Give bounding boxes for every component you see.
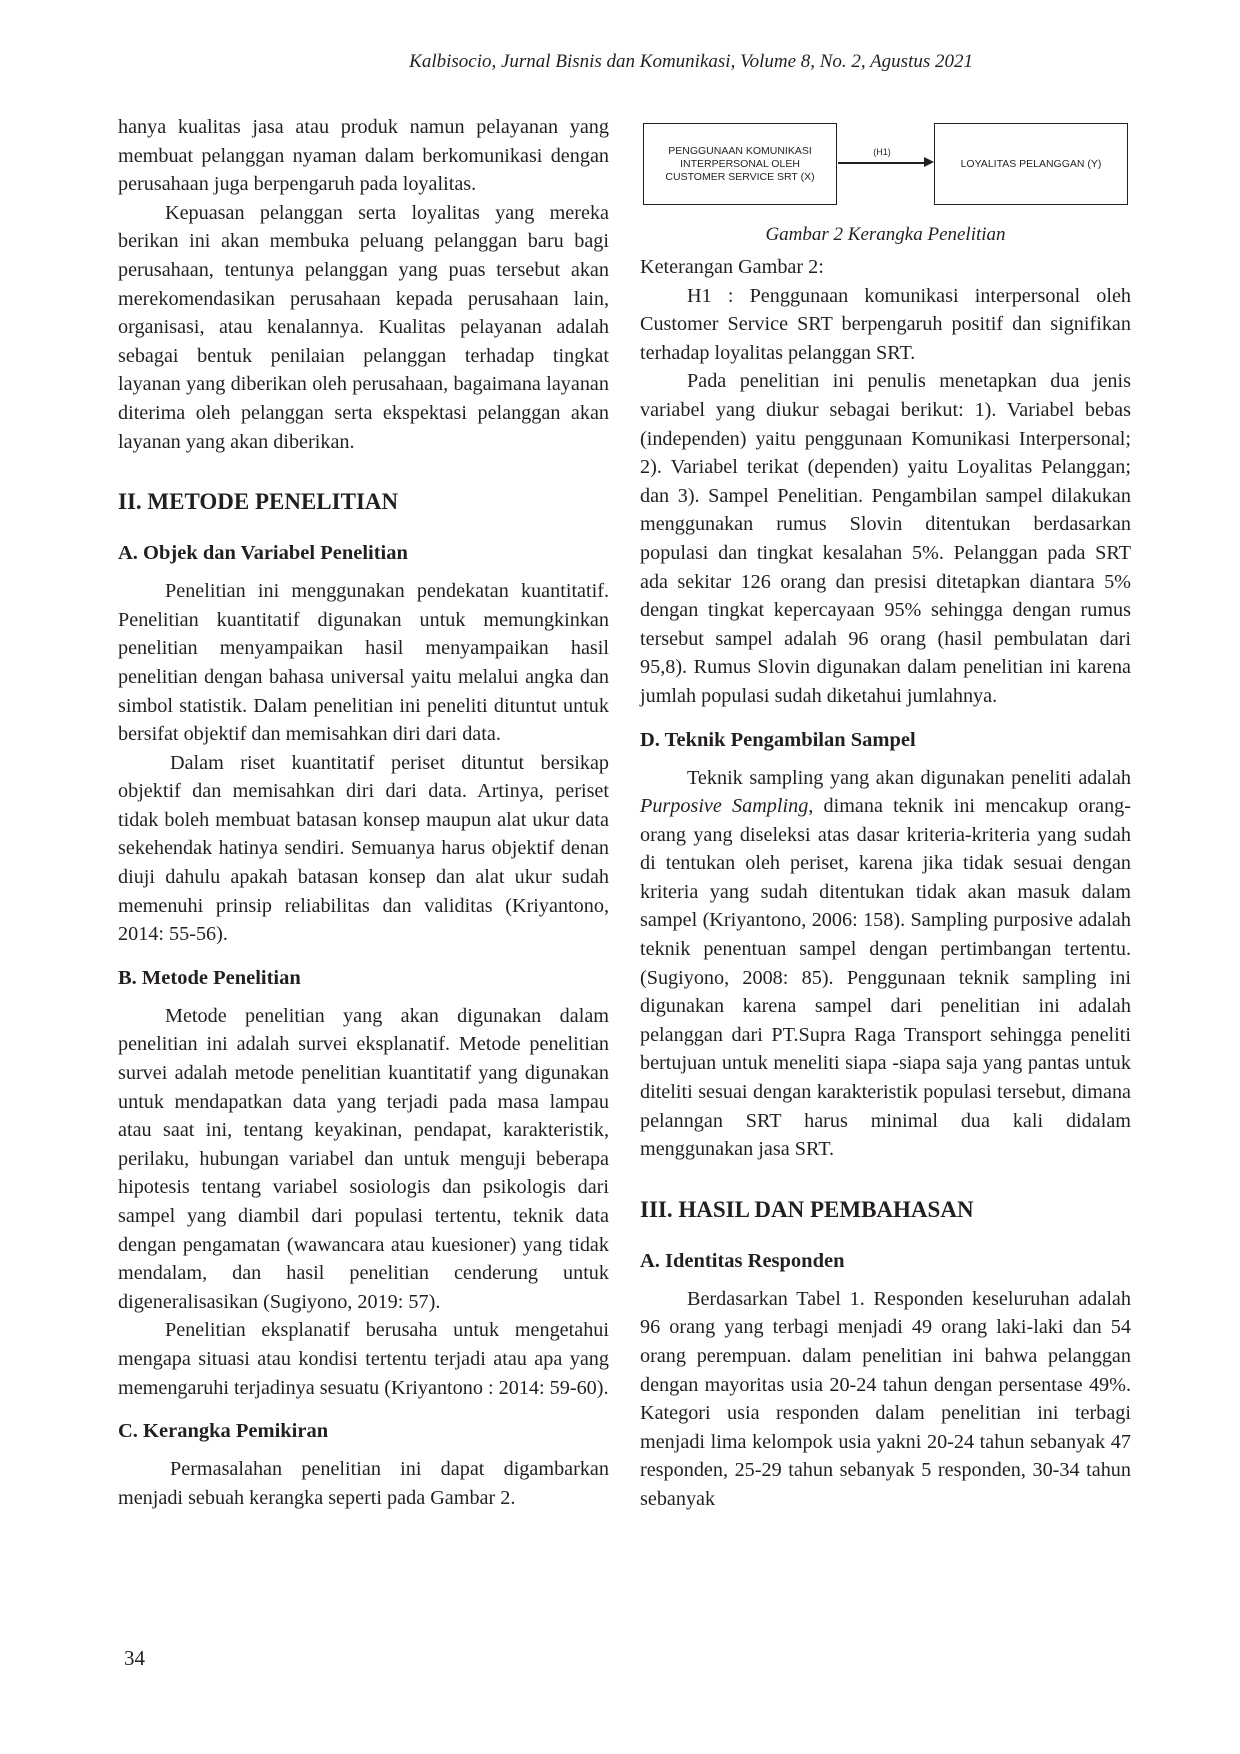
paragraph-sampel [640, 764, 1131, 1164]
paragraph-objek-2: Dalam riset kuantitatif periset dituntut bersikap objektif dan memisahkan diri dari data. Artinya, periset tidak boleh membuat batasan konsep maupun alat ukur data sekehendak hatinya sendiri. Semuanya harus objektif denan diuji dahulu apakah batasan konsep dan alat ukur sudah memenuhi prinsip reliabilitas dan validitas (Kriyantono, 2014: 55-56). [118, 751, 609, 946]
subsection-title-kerangka: C. Kerangka Pemikiran [118, 1420, 329, 1443]
arrow-line [838, 162, 926, 164]
figure-legend-label: Keterangan Gambar 2: [640, 256, 824, 278]
right-column [640, 113, 1131, 1514]
subsection-title-sampel: D. Teknik Pengambilan Sampel [640, 728, 916, 751]
sampel-text-start: Teknik sampling yang akan digunakan peneliti adalah [687, 766, 1131, 789]
paragraph-intro-2: Kepuasan pelanggan serta loyalitas yang mereka berikan ini akan membuka peluang pelanggan baru bagi perusahaan, tentunya pelanggan yang puas tersebut akan merekomendasikan perusahaan kepada perusahaan lain, organisasi, atau kenalannya. Kualitas pelayanan adalah sebagai bentuk penilaian pelanggan terhadap tingkat layanan yang diberikan oleh perusahaan, bagaimana layanan diterima oleh pelanggan serta ekspektasi pelanggan akan layanan yang akan diberikan. [118, 201, 609, 453]
hypothesis-h1: H1 : Penggunaan komunikasi interpersonal oleh Customer Service SRT berpengaruh positif dan signifikan terhadap loyalitas pelanggan SRT. [640, 284, 1131, 364]
sampel-text-rest: , dimana teknik ini mencakup orang-orang yang diseleksi atas dasar kriteria-kriteria yang sudah di tentukan oleh periset, karena jika tidak sesuai dengan kriteria yang sudah ditentukan tidak akan masuk dalam sampel (Kriyantono, 2006: 158). Sampling purposive adalah teknik penentuan sampel dengan pertimbangan tertentu. (Sugiyono, 2008: 85). Penggunaan teknik sampling ini digunakan karena sampel dari penelitian ini adalah pelanggan dari PT.Supra Raga Transport sehingga peneliti bertujuan untuk meneliti siapa -siapa saja yang pantas untuk diteliti sesuai dengan karakteristik populasi tersebut, dimana pelanngan SRT harus minimal dua kali didalam menggunakan jasa SRT. [640, 795, 1131, 1161]
paragraph-kerangka-1: Permasalahan penelitian ini dapat digambarkan menjadi sebuah kerangka seperti pada Gambar 2. [118, 1458, 609, 1509]
variable-x-line-2: INTERPERSONAL OLEH [680, 157, 800, 170]
subsection-title-metode: B. Metode Penelitian [118, 966, 301, 989]
running-header: Kalbisocio, Jurnal Bisnis dan Komunikasi, Volume 8, No. 2, Agustus 2021 [409, 51, 973, 72]
variable-x-box [643, 123, 837, 205]
paragraph-responden: Berdasarkan Tabel 1. Responden keseluruhan adalah 96 orang yang terbagi menjadi 49 orang laki-laki dan 54 orang perempuan. dalam penelitian ini bahwa pelanggan dengan mayoritas usia 20-24 tahun dengan persentase 49%. Kategori usia responden dalam penelitian ini terbagi menjadi lima kelompok usia yakni 20-24 tahun sebanyak 47 responden, 25-29 tahun sebanyak 5 responden, 30-34 tahun sebanyak [640, 1287, 1131, 1510]
paragraph-variables: Pada penelitian ini penulis menetapkan dua jenis variabel yang diukur sebagai berikut: 1). Variabel bebas (independen) yaitu penggunaan Komunikasi Interpersonal; 2). Variabel terikat (dependen) yaitu Loyalitas Pelanggan; dan 3). Sampel Penelitian. Pengambilan sampel dilakukan menggunakan rumus Slovin ditentukan berdasarkan populasi dan tingkat kesalahan 5%. Pelanggan pada SRT ada sekitar 126 orang dan presisi ditetapkan diantara 5% dengan tingkat kepercayaan 95% sehingga dengan rumus tersebut sampel adalah 96 orang (hasil pembulatan dari 95,8). Rumus Slovin digunakan dalam penelitian ini karena jumlah populasi sudah diketahui jumlahnya. [640, 370, 1131, 707]
hypothesis-label: (H1) [873, 147, 891, 157]
section-title-hasil: III. HASIL DAN PEMBAHASAN [640, 1196, 974, 1222]
subsection-title-responden: A. Identitas Responden [640, 1249, 845, 1272]
arrow-head-icon [924, 157, 934, 167]
paragraph-metode-2: Penelitian eksplanatif berusaha untuk mengetahui mengapa situasi atau kondisi tertentu terjadi atau apa yang memengaruhi terjadinya sesuatu (Kriyantono : 2014: 59-60). [118, 1319, 609, 1399]
paragraph-metode-1: Metode penelitian yang akan digunakan dalam penelitian ini adalah survei eksplanatif. Metode penelitian survei adalah metode penelitian kuantitatif yang digunakan untuk mendapatkan data yang terjadi pada masa lampau atau saat ini, tentang keyakinan, pendapat, karakteristik, perilaku, hubungan variabel dan untuk menguji beberapa hipotesis tentang variabel sosiologis dan psikologis dari sampel yang diambil dari populasi tertentu, teknik data dengan pengamatan (wawancara atau kuesioner) yang tidak mendalam, dan hasil penelitian cenderung untuk digeneralisasikan (Sugiyono, 2019: 57). [118, 1004, 609, 1313]
sampel-term-italic: Purposive Sampling [640, 795, 809, 818]
variable-y-box [934, 123, 1128, 205]
variable-y-label: LOYALITAS PELANGGAN (Y) [960, 157, 1102, 170]
section-title-metode: II. METODE PENELITIAN [118, 489, 399, 515]
variable-x-line-3: CUSTOMER SERVICE SRT (X) [665, 170, 815, 183]
paragraph-intro-1: hanya kualitas jasa atau produk namun pelayanan yang membuat pelanggan nyaman dalam berkomunikasi dengan perusahaan juga berpengaruh pada loyalitas. [118, 116, 609, 196]
page-number: 34 [124, 1646, 145, 1670]
subsection-title-objek: A. Objek dan Variabel Penelitian [118, 542, 408, 565]
framework-diagram [640, 113, 1131, 205]
left-column [118, 113, 609, 1512]
paragraph-objek-1: Penelitian ini menggunakan pendekatan kuantitatif. Penelitian kuantitatif digunakan untuk memungkinkan penelitian menyampaikan hasil menyampaikan hasil penelitian dengan bahasa universal yaitu melalui angka dan simbol statistik. Dalam penelitian ini peneliti dituntut untuk bersifat objektif dan memisahkan diri dari data. [118, 580, 609, 746]
figure-caption: Gambar 2 Kerangka Penelitian [765, 224, 1006, 245]
variable-x-line-1: PENGGUNAAN KOMUNIKASI [668, 144, 812, 157]
